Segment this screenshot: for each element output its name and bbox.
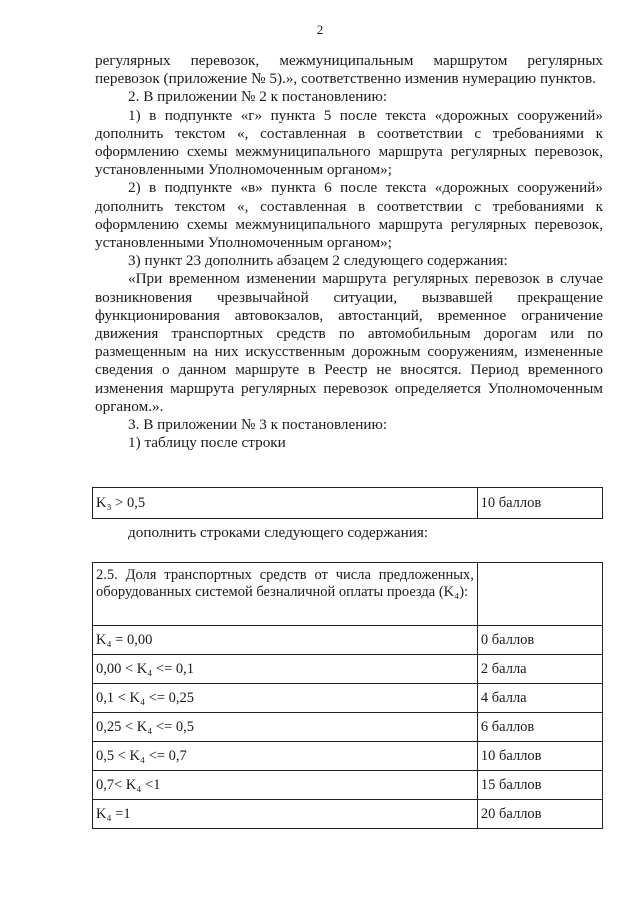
table-cell-score: 2 балла — [477, 655, 602, 684]
table-cell-score: 6 баллов — [477, 713, 602, 742]
paragraph-subitem-1: 1) в подпункте «г» пункта 5 после текста «дорожных сооружений» дополнить текстом «, составленная в соответствии с требованиями к оформлению схемы межмуниципального маршрута регулярных перевозок, установленными Уполномоченным органом»; — [95, 106, 603, 179]
paragraph-item-3: 3. В приложении № 3 к постановлению: — [128, 416, 388, 434]
table-cell-condition: 0,5 < K₄ <= 0,7 — [93, 742, 478, 771]
table-cell-score: 4 балла — [477, 684, 602, 713]
table-cell-condition: 0,25 < K₄ <= 0,5 — [93, 713, 478, 742]
table-cell-score: 20 баллов — [477, 800, 602, 829]
table-row — [93, 626, 603, 655]
document-body — [95, 52, 603, 452]
paragraph-table-intro: 1) таблицу после строки — [128, 434, 286, 452]
added-rows-table — [92, 562, 603, 829]
table-row — [93, 488, 603, 519]
paragraph-continuation: регулярных перевозок, межмуниципальным маршрутом регулярных перевозок (приложение № 5).», соответственно изменив нумерацию пунктов. — [95, 52, 603, 88]
paragraph-subitem-2: 2) в подпункте «в» пункта 6 после текста «дорожных сооружений» дополнить текстом «, составленная в соответствии с требованиями к оформлению схемы межмуниципального маршрута регулярных перевозок, установленными Уполномоченным органом»; — [95, 179, 603, 252]
table-cell-condition: K₃ > 0,5 — [93, 488, 478, 519]
table-row — [93, 800, 603, 829]
paragraph-subitem-3: 3) пункт 23 дополнить абзацем 2 следующего содержания: — [128, 252, 508, 270]
paragraph-item-2: 2. В приложении № 2 к постановлению: — [128, 88, 388, 106]
table-header-score — [477, 563, 602, 626]
table-addition-intro: дополнить строками следующего содержания: — [128, 524, 429, 541]
table-cell-condition: K₄ = 0,00 — [93, 626, 478, 655]
table-cell-score: 10 баллов — [477, 742, 602, 771]
table-header-row — [93, 563, 603, 626]
table-cell-condition: K₄ =1 — [93, 800, 478, 829]
table-cell-score: 15 баллов — [477, 771, 602, 800]
table-cell-condition: 0,7< K₄ <1 — [93, 771, 478, 800]
table-row — [93, 771, 603, 800]
table-cell-condition: 0,00 < K₄ <= 0,1 — [93, 655, 478, 684]
table-cell-score: 0 баллов — [477, 626, 602, 655]
table-row — [93, 655, 603, 684]
table-cell-condition: 0,1 < K₄ <= 0,25 — [93, 684, 478, 713]
table-cell-score: 10 баллов — [477, 488, 602, 519]
page-number: 2 — [316, 22, 324, 37]
paragraph-quote: «При временном изменении маршрута регулярных перевозок в случае возникновения чрезвычайной ситуации, вызвавшей прекращение функционирования автовокзалов, автостанций, временное ограничение движения транспортных средств по автомобильным дорогам или по размещенным на них искусственным дорожным сооружениям, измененные сведения о данном маршруте в Реестр не вносятся. Период временного изменения маршрута регулярных перевозок определяется Уполномоченным органом.». — [95, 270, 603, 415]
table-row — [93, 742, 603, 771]
table-header-cell: 2.5. Доля транспортных средств от числа предложенных, оборудованных системой безналичной оплаты проезда (K₄): — [93, 563, 478, 626]
table-row — [93, 684, 603, 713]
table-row — [93, 713, 603, 742]
reference-table — [92, 487, 603, 519]
